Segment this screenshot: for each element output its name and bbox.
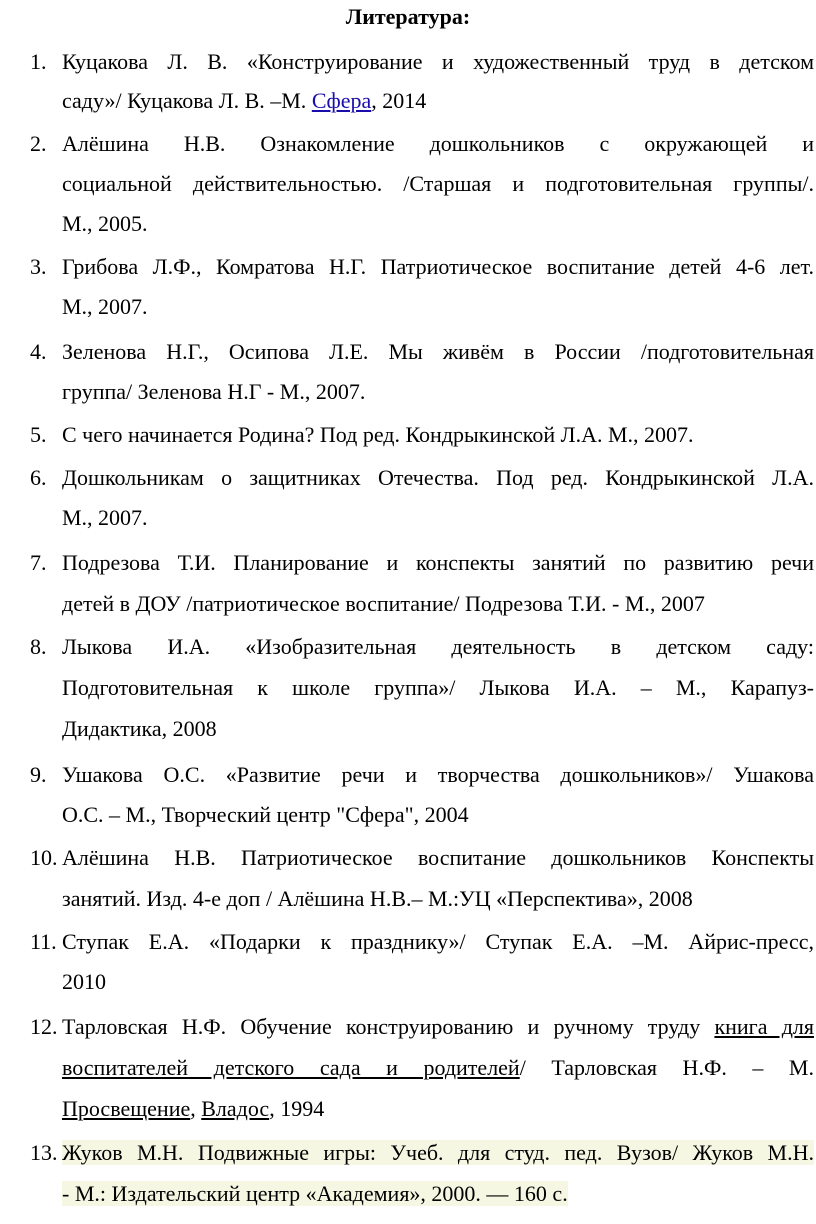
item-line xyxy=(62,1179,814,1209)
item-line: Лыкова И.А. «Изобразительная деятельность в детском саду: xyxy=(62,634,814,659)
item-line: С чего начинается Родина? Под ред. Кондрыкинской Л.А. М., 2007. xyxy=(62,422,694,447)
item-line xyxy=(62,1094,814,1124)
text-span: , 1994 xyxy=(269,1096,325,1121)
item-line: занятий. Изд. 4-е доп / Алёшина Н.В.– М.:УЦ «Перспектива», 2008 xyxy=(62,886,693,911)
item-number: 3. xyxy=(30,254,47,279)
item-line: О.С. – М., Творческий центр "Сфера", 2004 xyxy=(62,802,469,827)
item-number: 7. xyxy=(30,550,47,575)
text-span: / Тарловская Н.Ф. – М. xyxy=(519,1055,814,1080)
item-line: Зеленова Н.Г., Осипова Л.Е. Мы живём в России /подготовительная xyxy=(62,339,814,364)
text-span: , xyxy=(190,1096,202,1121)
highlighted-text: - М.: Издательский центр «Академия», 2000. — 160 с. xyxy=(62,1181,568,1206)
item-line: Куцакова Л. В. «Конструирование и художественный труд в детском xyxy=(62,49,814,74)
item-line: Подрезова Т.И. Планирование и конспекты занятий по развитию речи xyxy=(62,550,814,575)
item-number: 9. xyxy=(30,762,47,787)
item-line: 2010 xyxy=(62,969,106,994)
item-line xyxy=(62,1053,814,1083)
item-number: 13. xyxy=(30,1140,58,1165)
page-title: Литература: xyxy=(345,4,471,29)
item-line: Алёшина Н.В. Ознакомление дошкольников с окружающей и xyxy=(62,131,814,156)
item-line xyxy=(62,1012,814,1042)
item-line: Подготовительная к школе группа»/ Лыкова И.А. – М., Карапуз- xyxy=(62,675,814,700)
item-line: М., 2005. xyxy=(62,211,148,236)
text-span: , 2014 xyxy=(371,88,427,113)
item-line: Ушакова О.С. «Развитие речи и творчества дошкольников»/ Ушакова xyxy=(62,762,814,787)
item-line: Грибова Л.Ф., Комратова Н.Г. Патриотическое воспитание детей 4-6 лет. xyxy=(62,254,814,279)
item-line: Дошкольникам о защитниках Отечества. Под ред. Кондрыкинской Л.А. xyxy=(62,465,814,490)
item-number: 1. xyxy=(30,49,47,74)
text-span: саду»/ Куцакова Л. В. –М. xyxy=(62,88,312,113)
item-line: Дидактика, 2008 xyxy=(62,716,217,741)
item-number: 8. xyxy=(30,634,47,659)
item-number: 10. xyxy=(30,845,58,870)
item-number: 11. xyxy=(30,929,57,954)
item-number: 5. xyxy=(30,422,47,447)
item-line: М., 2007. xyxy=(62,505,148,530)
item-number: 2. xyxy=(30,131,47,156)
link-book-for-educators[interactable]: книга для xyxy=(714,1014,814,1039)
item-line: Алёшина Н.В. Патриотическое воспитание дошкольников Конспекты xyxy=(62,845,814,870)
item-line: М., 2007. xyxy=(62,294,148,319)
item-line xyxy=(62,1138,814,1168)
item-line: детей в ДОУ /патриотическое воспитание/ Подрезова Т.И. - М., 2007 xyxy=(62,591,705,616)
link-prosveshchenie[interactable]: Просвещение xyxy=(62,1096,191,1121)
link-vlados[interactable]: Владос xyxy=(201,1096,270,1121)
highlighted-text: Жуков М.Н. Подвижные игры: Учеб. для студ. пед. Вузов/ Жуков М.Н. xyxy=(62,1140,814,1165)
link-book-for-educators-cont[interactable]: воспитателей детского сада и родителей xyxy=(62,1055,520,1080)
item-line xyxy=(62,86,814,116)
item-line: группа/ Зеленова Н.Г - М., 2007. xyxy=(62,379,366,404)
item-number: 4. xyxy=(30,339,47,364)
item-number: 6. xyxy=(30,465,47,490)
text-span: Тарловская Н.Ф. Обучение конструированию и ручному труду xyxy=(62,1014,715,1039)
item-line: Ступак Е.А. «Подарки к празднику»/ Ступак Е.А. –М. Айрис-пресс, xyxy=(62,929,814,954)
link-sfera[interactable]: Сфера xyxy=(311,88,372,113)
item-number: 12. xyxy=(30,1014,58,1039)
item-line: социальной действительностью. /Старшая и подготовительная группы/. xyxy=(62,171,814,196)
